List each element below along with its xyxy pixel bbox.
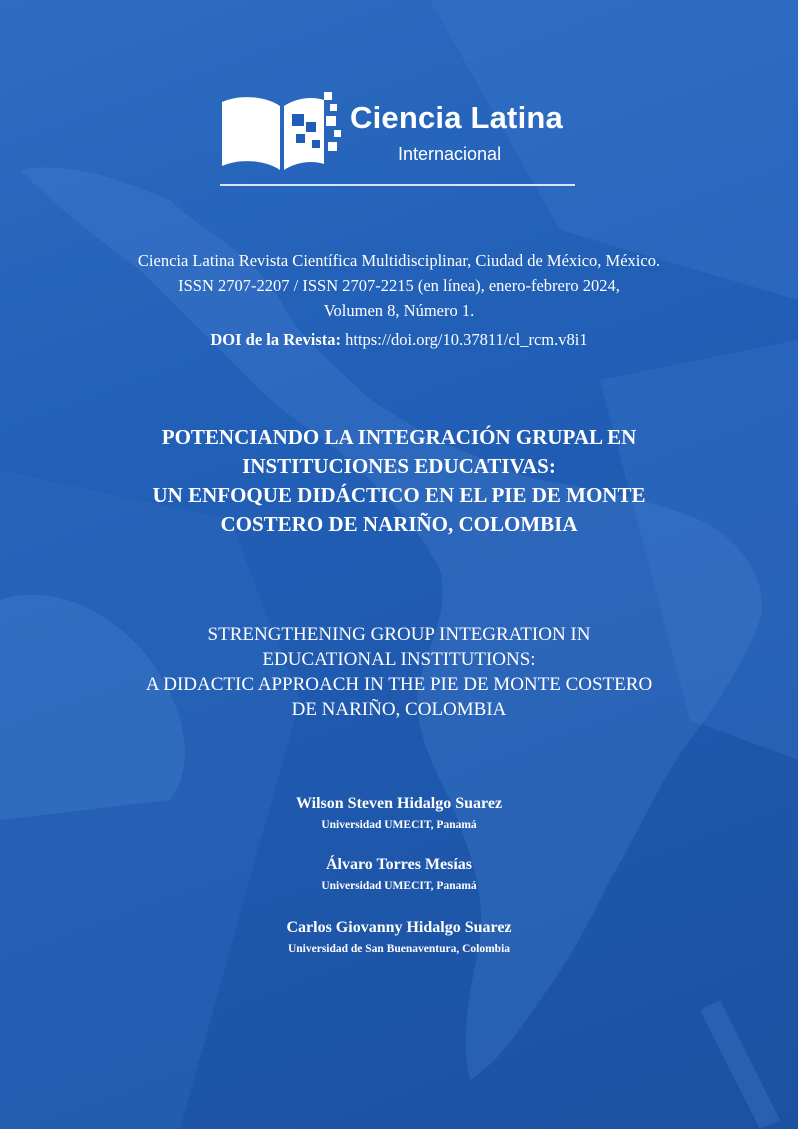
logo-title: Ciencia Latina: [350, 100, 563, 135]
doi-link[interactable]: https://doi.org/10.37811/cl_rcm.v8i1: [345, 330, 588, 349]
title-es-line: UN ENFOQUE DIDÁCTICO EN EL PIE DE MONTE: [152, 483, 646, 507]
author-affiliation: Universidad UMECIT, Panamá: [321, 819, 477, 831]
author-block: [60, 918, 738, 957]
volume-line: Volumen 8, Número 1.: [323, 301, 475, 320]
author-affiliation: Universidad UMECIT, Panamá: [321, 880, 477, 892]
logo-subtitle: Internacional: [398, 144, 502, 164]
issn-line: ISSN 2707-2207 / ISSN 2707-2215 (en línea), enero-febrero 2024,: [178, 276, 620, 295]
author-block: [60, 855, 738, 894]
author-name: Wilson Steven Hidalgo Suarez: [295, 795, 503, 812]
journal-info: [60, 248, 738, 323]
author-name: Carlos Giovanny Hidalgo Suarez: [286, 919, 512, 936]
author-affiliation: Universidad de San Buenaventura, Colombia: [287, 943, 511, 955]
author-block: [60, 794, 738, 833]
open-book-icon: [220, 92, 345, 174]
doi-line: [60, 330, 738, 350]
title-english: [60, 622, 738, 722]
title-es-line: POTENCIANDO LA INTEGRACIÓN GRUPAL EN: [161, 425, 637, 449]
title-en-line: A DIDACTIC APPROACH IN THE PIE DE MONTE COSTERO: [145, 674, 653, 695]
logo-divider: [220, 184, 575, 186]
journal-name-line: Ciencia Latina Revista Científica Multidisciplinar, Ciudad de México, México.: [137, 251, 661, 270]
doi-label: DOI de la Revista:: [210, 330, 342, 349]
author-name: Álvaro Torres Mesías: [325, 856, 473, 873]
journal-logo: [220, 92, 580, 192]
title-es-line: COSTERO DE NARIÑO, COLOMBIA: [220, 512, 578, 536]
title-en-line: STRENGTHENING GROUP INTEGRATION IN: [207, 624, 591, 645]
title-en-line: EDUCATIONAL INSTITUTIONS:: [262, 649, 536, 670]
title-es-line: INSTITUCIONES EDUCATIVAS:: [242, 454, 556, 478]
title-spanish: [60, 423, 738, 539]
title-en-line: DE NARIÑO, COLOMBIA: [291, 699, 507, 720]
